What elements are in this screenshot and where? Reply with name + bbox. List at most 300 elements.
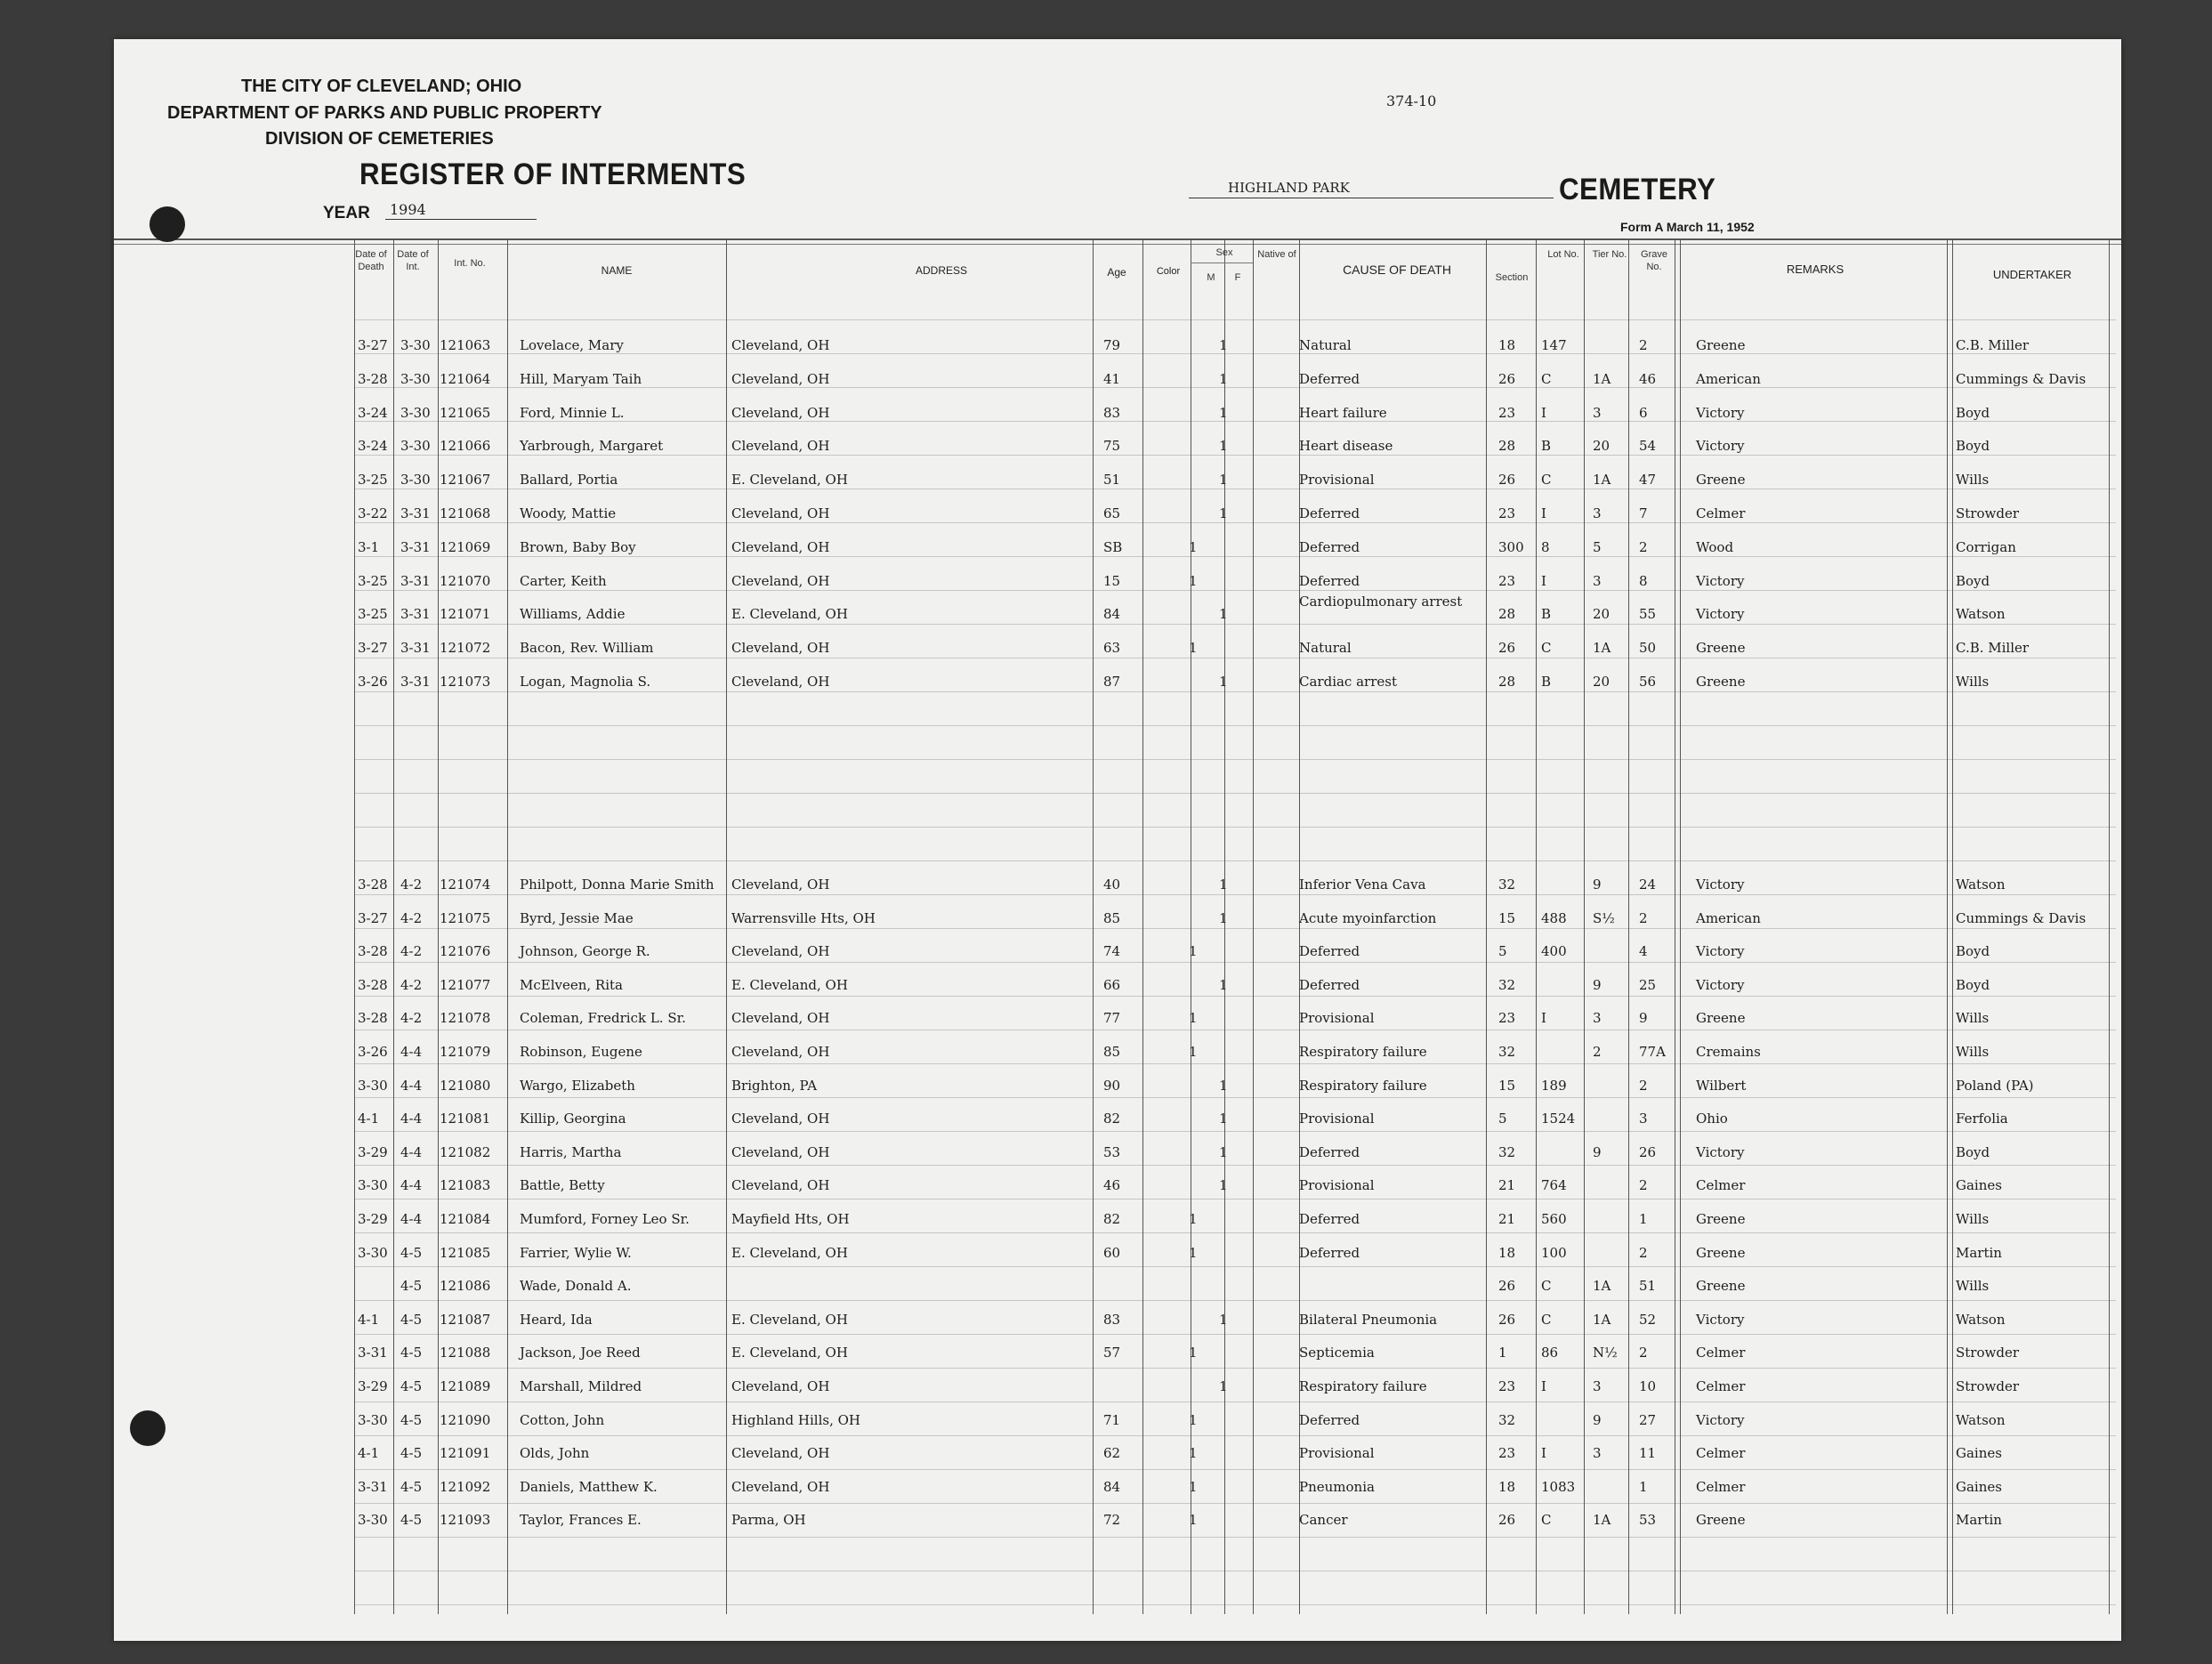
cell-grave: 56	[1639, 674, 1657, 690]
cell-age: 87	[1103, 674, 1121, 690]
cell-age: 85	[1103, 1044, 1121, 1060]
cell-dd: 3-30	[358, 1512, 388, 1529]
cell-sec: 23	[1498, 1378, 1516, 1394]
cell-addr: Brighton, PA	[731, 1077, 818, 1094]
cell-di: 4-2	[400, 1010, 423, 1027]
table-row	[354, 594, 2116, 631]
cell-tier: 3	[1593, 1010, 1602, 1027]
cell-tier: 9	[1593, 1143, 1602, 1160]
cell-sec: 32	[1498, 1044, 1516, 1060]
cell-addr: Cleveland, OH	[731, 1445, 830, 1462]
cell-rem: Victory	[1696, 606, 1745, 623]
cell-name: Daniels, Matthew K.	[520, 1478, 658, 1495]
cell-dd: 3-30	[358, 1077, 388, 1094]
cell-dd: 3-26	[358, 1044, 388, 1060]
cell-name: McElveen, Rita	[520, 976, 623, 993]
cell-di: 4-2	[400, 909, 423, 926]
cell-und: Wills	[1956, 472, 1990, 489]
cell-di: 3-31	[400, 606, 431, 623]
cell-f: 1	[1219, 1378, 1228, 1394]
cell-lot: B	[1541, 606, 1552, 623]
cell-tier: S½	[1593, 909, 1615, 926]
cell-cause: Respiratory failure	[1299, 1378, 1427, 1394]
cell-rem: Victory	[1696, 1411, 1745, 1428]
cell-sec: 1	[1498, 1345, 1507, 1361]
cell-sec: 18	[1498, 337, 1516, 353]
cell-sec: 18	[1498, 1244, 1516, 1261]
table-row	[354, 934, 2116, 968]
cell-sec: 28	[1498, 674, 1516, 690]
col-sex-f: F	[1234, 272, 1241, 283]
cell-und: Watson	[1956, 1311, 2006, 1328]
cell-dd: 3-29	[358, 1143, 388, 1160]
punch-hole-top	[149, 206, 185, 242]
cell-f: 1	[1219, 1111, 1228, 1127]
cell-m: 1	[1189, 572, 1198, 589]
cell-no: 121074	[440, 876, 491, 893]
cell-grave: 50	[1639, 640, 1657, 657]
cell-rem: Greene	[1696, 640, 1746, 657]
cell-dd: 3-26	[358, 674, 388, 690]
cell-no: 121078	[440, 1010, 491, 1027]
cell-rem: Wood	[1696, 538, 1734, 555]
table-row	[354, 1503, 2116, 1537]
cell-di: 3-30	[400, 438, 431, 455]
cell-name: Olds, John	[520, 1445, 590, 1462]
cell-sec: 32	[1498, 876, 1516, 893]
ruled-line	[354, 725, 2116, 726]
cell-lot: 400	[1541, 943, 1567, 960]
cell-name: Hill, Maryam Taih	[520, 370, 642, 387]
cell-m: 1	[1189, 1512, 1198, 1529]
cell-no: 121087	[440, 1311, 491, 1328]
cell-grave: 54	[1639, 438, 1657, 455]
cell-name: Heard, Ida	[520, 1311, 593, 1328]
cell-grave: 47	[1639, 472, 1657, 489]
col-date-death: Date of Death	[355, 249, 387, 272]
cell-cause: Septicemia	[1299, 1345, 1375, 1361]
cell-name: Byrd, Jessie Mae	[520, 909, 634, 926]
cell-addr: Cleveland, OH	[731, 876, 830, 893]
cell-und: Watson	[1956, 876, 2006, 893]
cell-di: 4-2	[400, 976, 423, 993]
cell-f: 1	[1219, 505, 1228, 521]
cell-no: 121069	[440, 538, 491, 555]
cell-rem: Greene	[1696, 1010, 1746, 1027]
cell-rem: Greene	[1696, 337, 1746, 353]
cell-sec: 23	[1498, 404, 1516, 421]
cell-di: 4-4	[400, 1177, 423, 1194]
cell-no: 121079	[440, 1044, 491, 1060]
cell-m: 1	[1189, 1445, 1198, 1462]
table-row	[354, 1135, 2116, 1169]
cell-no: 121066	[440, 438, 491, 455]
cell-f: 1	[1219, 876, 1228, 893]
col-date-int: Date of Int.	[397, 249, 429, 272]
cell-di: 4-4	[400, 1044, 423, 1060]
cell-m: 1	[1189, 1044, 1198, 1060]
cell-f: 1	[1219, 404, 1228, 421]
cell-tier: 3	[1593, 1378, 1602, 1394]
cell-lot: 147	[1541, 337, 1567, 353]
cell-rem: Greene	[1696, 1244, 1746, 1261]
cell-sec: 18	[1498, 1478, 1516, 1495]
cell-age: 84	[1103, 1478, 1121, 1495]
cell-rem: Celmer	[1696, 1445, 1746, 1462]
cell-f: 1	[1219, 370, 1228, 387]
cell-sec: 28	[1498, 606, 1516, 623]
cell-und: Wills	[1956, 1211, 1990, 1227]
cell-name: Brown, Baby Boy	[520, 538, 636, 555]
cell-rem: Greene	[1696, 674, 1746, 690]
cell-m: 1	[1189, 538, 1198, 555]
cell-grave: 2	[1639, 1177, 1648, 1194]
cell-rem: Greene	[1696, 1211, 1746, 1227]
cell-di: 3-31	[400, 640, 431, 657]
cell-lot: 100	[1541, 1244, 1567, 1261]
document-number: 374-10	[1386, 93, 1437, 109]
cell-cause: Deferred	[1299, 538, 1360, 555]
cell-m: 1	[1189, 1010, 1198, 1027]
cell-f: 1	[1219, 976, 1228, 993]
cell-no: 121085	[440, 1244, 491, 1261]
cell-no: 121070	[440, 572, 491, 589]
cell-di: 4-5	[400, 1378, 423, 1394]
table-row	[354, 396, 2116, 430]
table-row	[354, 1470, 2116, 1504]
col-tier: Tier No.	[1592, 249, 1627, 260]
cell-age: 60	[1103, 1244, 1121, 1261]
cell-no: 121073	[440, 674, 491, 690]
cell-sec: 26	[1498, 1311, 1516, 1328]
cell-name: Woody, Mattie	[520, 505, 617, 521]
cell-tier: 9	[1593, 1411, 1602, 1428]
cell-cause: Deferred	[1299, 572, 1360, 589]
cell-sec: 26	[1498, 640, 1516, 657]
cell-grave: 52	[1639, 1311, 1657, 1328]
table-row	[354, 901, 2116, 935]
cell-rem: Victory	[1696, 943, 1745, 960]
col-sex-m: M	[1207, 272, 1215, 283]
cell-di: 4-5	[400, 1512, 423, 1529]
cell-rem: Celmer	[1696, 1478, 1746, 1495]
cell-sec: 21	[1498, 1211, 1516, 1227]
cell-cause: Provisional	[1299, 1445, 1375, 1462]
cell-dd: 3-27	[358, 909, 388, 926]
cell-dd: 4-1	[358, 1445, 380, 1462]
cell-no: 121083	[440, 1177, 491, 1194]
cell-di: 4-5	[400, 1478, 423, 1495]
cell-addr: E. Cleveland, OH	[731, 1244, 848, 1261]
col-address: ADDRESS	[915, 264, 967, 277]
division-title: DIVISION OF CEMETERIES	[265, 129, 494, 149]
cell-addr: E. Cleveland, OH	[731, 976, 848, 993]
cell-grave: 9	[1639, 1010, 1648, 1027]
col-undertaker: UNDERTAKER	[1992, 268, 2072, 281]
cell-lot: 1083	[1541, 1478, 1576, 1495]
cell-lot: C	[1541, 640, 1552, 657]
cell-dd: 3-29	[358, 1211, 388, 1227]
cell-grave: 11	[1639, 1445, 1657, 1462]
cell-und: Watson	[1956, 1411, 2006, 1428]
col-name: NAME	[601, 264, 633, 277]
cell-name: Yarbrough, Margaret	[520, 438, 664, 455]
cell-lot: 86	[1541, 1345, 1559, 1361]
cell-sec: 32	[1498, 1411, 1516, 1428]
cell-no: 121076	[440, 943, 491, 960]
cell-no: 121077	[440, 976, 491, 993]
cell-dd: 3-31	[358, 1345, 388, 1361]
cell-rem: Victory	[1696, 1143, 1745, 1160]
cell-rem: Victory	[1696, 404, 1745, 421]
cell-dd: 3-31	[358, 1478, 388, 1495]
cell-rem: Ohio	[1696, 1111, 1728, 1127]
cell-grave: 1	[1639, 1211, 1648, 1227]
cemetery-word: CEMETERY	[1559, 173, 1716, 206]
cell-rem: Cremains	[1696, 1044, 1761, 1060]
table-row	[354, 362, 2116, 396]
cell-addr: E. Cleveland, OH	[731, 472, 848, 489]
cell-und: Strowder	[1956, 505, 2019, 521]
cell-sec: 28	[1498, 438, 1516, 455]
cell-tier: 5	[1593, 538, 1602, 555]
cell-lot: 1524	[1541, 1111, 1576, 1127]
cell-age: 77	[1103, 1010, 1121, 1027]
cell-sec: 26	[1498, 1512, 1516, 1529]
cell-tier: 9	[1593, 876, 1602, 893]
cell-und: Gaines	[1956, 1478, 2002, 1495]
cell-lot: 488	[1541, 909, 1567, 926]
cell-dd: 4-1	[358, 1111, 380, 1127]
cell-grave: 4	[1639, 943, 1648, 960]
cell-rem: Victory	[1696, 876, 1745, 893]
cell-cause: Heart failure	[1299, 404, 1387, 421]
cell-name: Jackson, Joe Reed	[520, 1345, 641, 1361]
cell-und: Wills	[1956, 1278, 1990, 1295]
cell-grave: 2	[1639, 909, 1648, 926]
cell-sec: 26	[1498, 370, 1516, 387]
cell-lot: 8	[1541, 538, 1550, 555]
cell-und: Wills	[1956, 1010, 1990, 1027]
cell-no: 121065	[440, 404, 491, 421]
cell-age: 41	[1103, 370, 1121, 387]
cell-rem: Celmer	[1696, 1177, 1746, 1194]
cell-di: 4-5	[400, 1278, 423, 1295]
cell-cause: Provisional	[1299, 1177, 1375, 1194]
cell-rem: Victory	[1696, 976, 1745, 993]
col-remarks: REMARKS	[1786, 263, 1845, 276]
cell-dd: 4-1	[358, 1311, 380, 1328]
cell-dd: 3-25	[358, 572, 388, 589]
table-row	[354, 665, 2116, 699]
cell-lot: B	[1541, 674, 1552, 690]
cell-di: 4-5	[400, 1345, 423, 1361]
cell-rem: Victory	[1696, 438, 1745, 455]
cell-no: 121090	[440, 1411, 491, 1428]
cell-no: 121088	[440, 1345, 491, 1361]
cell-dd: 3-28	[358, 976, 388, 993]
cell-grave: 46	[1639, 370, 1657, 387]
cell-age: 63	[1103, 640, 1121, 657]
cell-di: 4-5	[400, 1244, 423, 1261]
cell-age: 65	[1103, 505, 1121, 521]
cell-di: 4-4	[400, 1077, 423, 1094]
cell-sec: 23	[1498, 1445, 1516, 1462]
cell-addr: Mayfield Hts, OH	[731, 1211, 850, 1227]
table-row	[354, 1102, 2116, 1135]
cell-cause: Deferred	[1299, 976, 1360, 993]
cell-f: 1	[1219, 1143, 1228, 1160]
cell-und: Boyd	[1956, 1143, 1990, 1160]
cell-sec: 15	[1498, 1077, 1516, 1094]
cell-addr: Cleveland, OH	[731, 337, 830, 353]
cell-di: 4-5	[400, 1311, 423, 1328]
cell-lot: 764	[1541, 1177, 1567, 1194]
cell-name: Farrier, Wylie W.	[520, 1244, 632, 1261]
cell-no: 121067	[440, 472, 491, 489]
cell-no: 121072	[440, 640, 491, 657]
cell-grave: 3	[1639, 1111, 1648, 1127]
cell-lot: I	[1541, 1445, 1546, 1462]
cell-und: Strowder	[1956, 1345, 2019, 1361]
cell-di: 4-2	[400, 943, 423, 960]
cell-cause: Natural	[1299, 337, 1352, 353]
cell-age: 82	[1103, 1211, 1121, 1227]
cell-name: Robinson, Eugene	[520, 1044, 642, 1060]
cell-age: 46	[1103, 1177, 1121, 1194]
cell-und: Ferfolia	[1956, 1111, 2008, 1127]
cell-grave: 10	[1639, 1378, 1657, 1394]
cell-di: 3-30	[400, 337, 431, 353]
table-row	[354, 429, 2116, 463]
table-row	[354, 631, 2116, 665]
cell-no: 121068	[440, 505, 491, 521]
cell-lot: C	[1541, 370, 1552, 387]
form-label: Form A March 11, 1952	[1620, 220, 1755, 234]
cell-age: 72	[1103, 1512, 1121, 1529]
cell-grave: 77A	[1639, 1044, 1666, 1060]
cell-lot: 560	[1541, 1211, 1567, 1227]
cell-dd: 3-24	[358, 438, 388, 455]
table-row	[354, 1336, 2116, 1369]
cell-cause: Deferred	[1299, 370, 1360, 387]
cell-dd: 3-30	[358, 1244, 388, 1261]
table-row	[354, 1436, 2116, 1470]
city-title: THE CITY OF CLEVELAND; OHIO	[241, 77, 522, 96]
cell-cause: Provisional	[1299, 472, 1375, 489]
cell-und: Gaines	[1956, 1445, 2002, 1462]
cell-addr: Parma, OH	[731, 1512, 806, 1529]
cell-di: 3-31	[400, 505, 431, 521]
cell-no: 121080	[440, 1077, 491, 1094]
register-sheet	[114, 39, 2121, 1641]
ruled-line	[354, 1604, 2116, 1605]
cell-cause: Cancer	[1299, 1512, 1348, 1529]
cell-f: 1	[1219, 337, 1228, 353]
table-row	[354, 868, 2116, 901]
cell-lot: C	[1541, 1512, 1552, 1529]
table-row	[354, 1303, 2116, 1337]
cell-grave: 6	[1639, 404, 1648, 421]
cell-und: Strowder	[1956, 1378, 2019, 1394]
cell-di: 4-2	[400, 876, 423, 893]
col-cause: CAUSE OF DEATH	[1343, 263, 1451, 277]
cell-cause: Bilateral Pneumonia	[1299, 1311, 1438, 1328]
cell-dd: 3-29	[358, 1378, 388, 1394]
cell-rem: Victory	[1696, 572, 1745, 589]
cell-di: 3-31	[400, 572, 431, 589]
cell-m: 1	[1189, 640, 1198, 657]
cell-rem: Greene	[1696, 1512, 1746, 1529]
cell-und: C.B. Miller	[1956, 640, 2030, 657]
table-row	[354, 1369, 2116, 1403]
cell-dd: 3-22	[358, 505, 388, 521]
cell-addr: Cleveland, OH	[731, 404, 830, 421]
cell-di: 4-4	[400, 1111, 423, 1127]
col-color: Color	[1156, 266, 1181, 277]
cell-tier: 1A	[1593, 1278, 1611, 1295]
table-row	[354, 463, 2116, 497]
ruled-line	[354, 319, 2116, 320]
year-value: 1994	[390, 201, 426, 218]
cell-addr: Cleveland, OH	[731, 572, 830, 589]
cell-cause: Heart disease	[1299, 438, 1393, 455]
cell-name: Cotton, John	[520, 1411, 605, 1428]
cell-tier: 20	[1593, 674, 1611, 690]
cell-name: Taylor, Frances E.	[520, 1512, 642, 1529]
cemetery-name: HIGHLAND PARK	[1228, 180, 1350, 196]
cell-und: Martin	[1956, 1512, 2002, 1529]
cell-tier: 2	[1593, 1044, 1602, 1060]
col-lot: Lot No.	[1547, 249, 1579, 260]
cell-und: Cummings & Davis	[1956, 909, 2087, 926]
cell-name: Carter, Keith	[520, 572, 607, 589]
cell-tier: 20	[1593, 606, 1611, 623]
cell-dd: 3-25	[358, 472, 388, 489]
cell-grave: 2	[1639, 1244, 1648, 1261]
cell-addr: Cleveland, OH	[731, 438, 830, 455]
cell-tier: 1A	[1593, 640, 1611, 657]
cell-no: 121089	[440, 1378, 491, 1394]
cell-m: 1	[1189, 1211, 1198, 1227]
year-line	[385, 219, 537, 220]
cell-di: 4-4	[400, 1143, 423, 1160]
cell-sec: 5	[1498, 1111, 1507, 1127]
table-row	[354, 1069, 2116, 1103]
cell-name: Mumford, Forney Leo Sr.	[520, 1211, 690, 1227]
cell-addr: Cleveland, OH	[731, 505, 830, 521]
col-sex: Sex	[1215, 247, 1233, 258]
ruled-line	[354, 827, 2116, 828]
cell-sec: 21	[1498, 1177, 1516, 1194]
cell-dd: 3-1	[358, 538, 380, 555]
cell-grave: 2	[1639, 538, 1648, 555]
cell-cause: Cardiopulmonary arrest	[1299, 594, 1463, 610]
cell-age: 15	[1103, 572, 1121, 589]
cell-grave: 26	[1639, 1143, 1657, 1160]
cell-f: 1	[1219, 1311, 1228, 1328]
cell-di: 3-30	[400, 404, 431, 421]
cell-und: Boyd	[1956, 976, 1990, 993]
cell-age: 51	[1103, 472, 1121, 489]
cell-addr: Cleveland, OH	[731, 640, 830, 657]
cell-cause: Acute myoinfarction	[1299, 909, 1437, 926]
table-row	[354, 1403, 2116, 1437]
cell-grave: 25	[1639, 976, 1657, 993]
cell-sec: 300	[1498, 538, 1524, 555]
cell-lot: 189	[1541, 1077, 1567, 1094]
cell-no: 121084	[440, 1211, 491, 1227]
